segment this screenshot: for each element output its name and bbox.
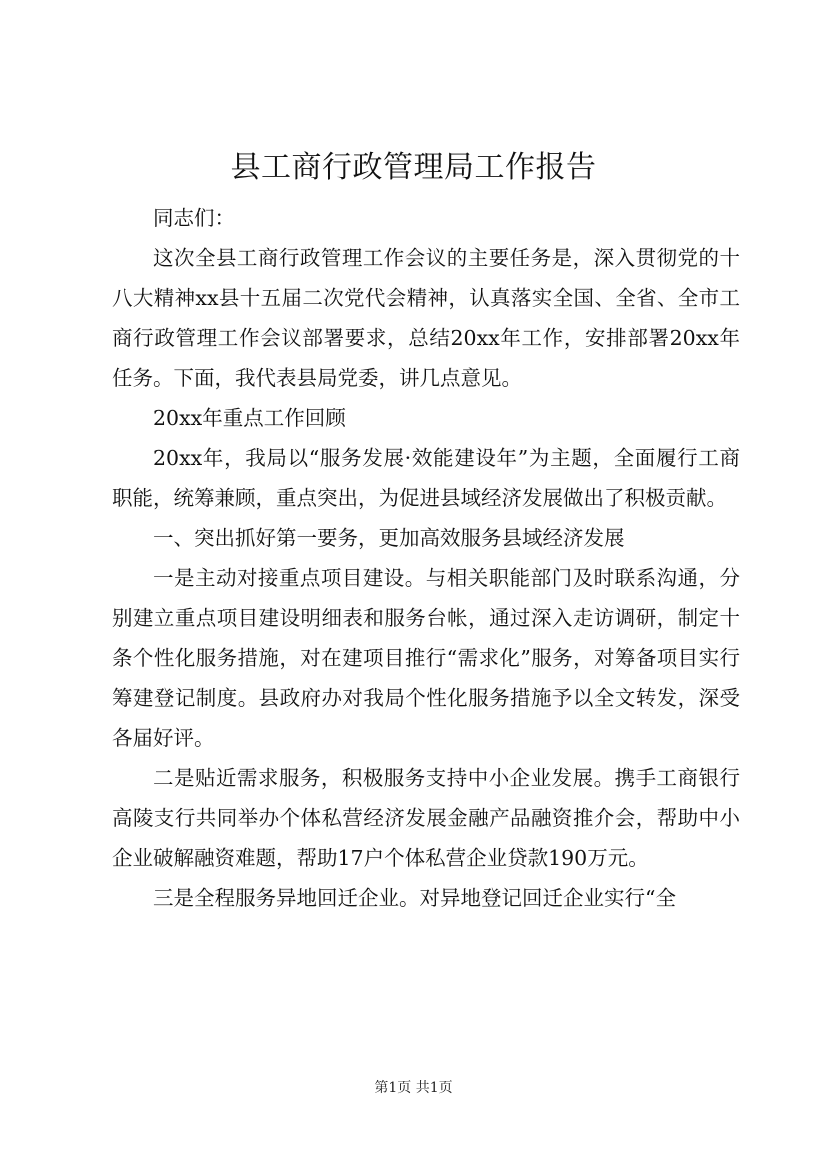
section-heading-review: 20xx年重点工作回顾 [153, 406, 346, 430]
salutation: 同志们： [153, 206, 235, 230]
paragraph-intro: 这次全县工商行政管理工作会议的主要任务是，深入贯彻党的十八大精神xx县十五届二次党代会精神，认真落实全国、全省、全市工商行政管理工作会议部署要求，总结20xx年工作，安排部署20xx年任务。下面，我代表县局党委，讲几点意见。 [112, 246, 740, 390]
page-footer: 第1页 共1页 [374, 1080, 453, 1096]
document-title: 县工商行政管理局工作报告 [230, 150, 597, 185]
document-body [112, 198, 740, 918]
paragraph-item-one: 一是主动对接重点项目建设。与相关职能部门及时联系沟通，分别建立重点项目建设明细表和服务台帐，通过深入走访调研，制定十条个性化服务措施，对在建项目推行“需求化”服务，对筹备项目实行筹建登记制度。县政府办对我局个性化服务措施予以全文转发，深受各届好评。 [112, 566, 740, 750]
section-heading-first-priority: 一、突出抓好第一要务，更加高效服务县域经济发展 [153, 526, 625, 550]
paragraph-review-summary: 20xx年，我局以“服务发展·效能建设年”为主题，全面履行工商职能，统筹兼顾，重点突出，为促进县域经济发展做出了积极贡献。 [112, 446, 740, 510]
paragraph-item-three: 三是全程服务异地回迁企业。对异地登记回迁企业实行“全 [153, 886, 676, 910]
paragraph-item-two: 二是贴近需求服务，积极服务支持中小企业发展。携手工商银行高陵支行共同举办个体私营经济发展金融产品融资推介会，帮助中小企业破解融资难题，帮助17户个体私营企业贷款190万元。 [112, 766, 740, 870]
